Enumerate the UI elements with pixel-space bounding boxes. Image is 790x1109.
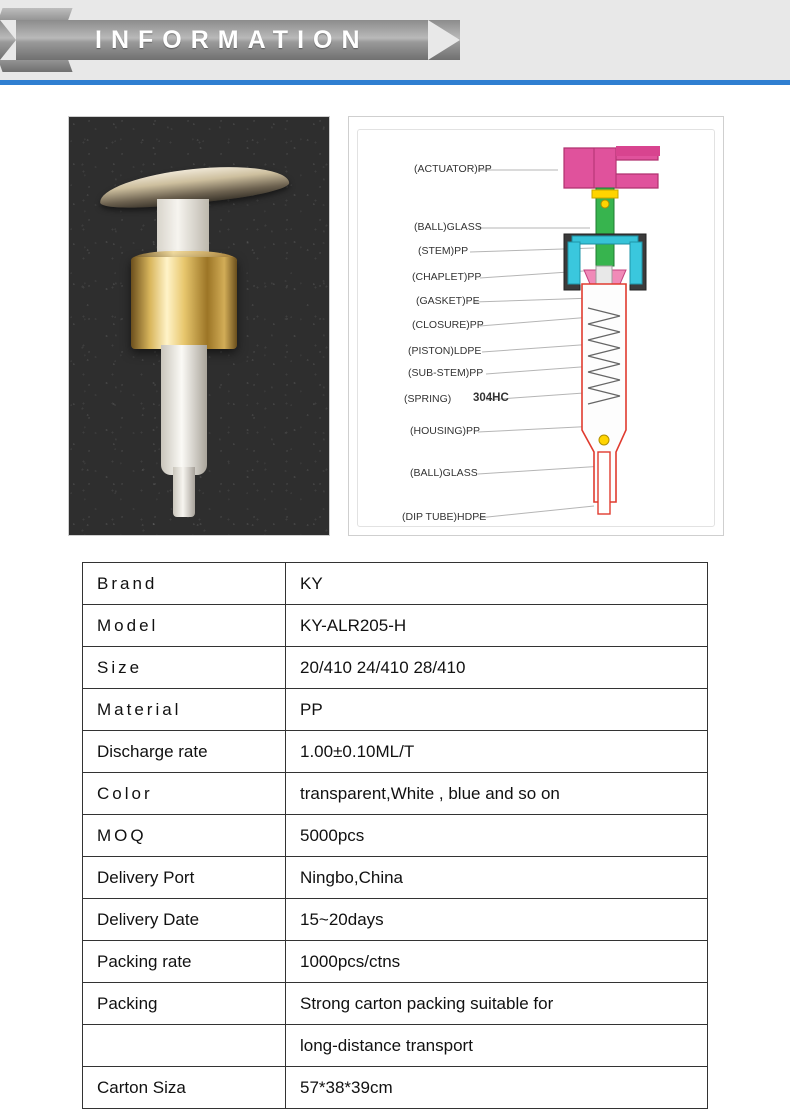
- diagram-label-ball-bottom: (BALL)GLASS: [410, 467, 478, 479]
- spec-value-discharge-rate: 1.00±0.10ML/T: [286, 731, 708, 773]
- spec-value-color: transparent,White , blue and so on: [286, 773, 708, 815]
- page-header: [0, 0, 790, 80]
- table-row: [83, 731, 708, 773]
- spec-key-color: Color: [83, 773, 286, 815]
- pump-stem-shape: [161, 345, 207, 475]
- page-title: INFORMATION: [95, 26, 369, 54]
- spec-value-moq: 5000pcs: [286, 815, 708, 857]
- diagram-label-closure: (CLOSURE)PP: [412, 319, 484, 331]
- spec-key-packing-cont: [83, 1025, 286, 1067]
- spec-key-size: Size: [83, 647, 286, 689]
- spec-key-packing: Packing: [83, 983, 286, 1025]
- table-row: [83, 1025, 708, 1067]
- header-divider-secondary: [0, 83, 790, 85]
- ribbon-left-notch: [0, 20, 16, 60]
- table-row: [83, 647, 708, 689]
- pump-tip-shape: [173, 467, 195, 517]
- diagram-label-piston: (PISTON)LDPE: [408, 345, 482, 357]
- spec-value-size: 20/410 24/410 28/410: [286, 647, 708, 689]
- diagram-label-actuator: (ACTUATOR)PP: [414, 163, 492, 175]
- pump-collar-shape: [131, 257, 237, 349]
- table-row: [83, 983, 708, 1025]
- table-row: [83, 773, 708, 815]
- spec-key-brand: Brand: [83, 563, 286, 605]
- spec-key-discharge-rate: Discharge rate: [83, 731, 286, 773]
- table-row: [83, 1067, 708, 1109]
- lotion-pump-photo: [68, 116, 330, 536]
- diagram-label-spring: (SPRING): [404, 393, 452, 405]
- spec-key-model: Model: [83, 605, 286, 647]
- ribbon-tail-bottom: [0, 58, 73, 72]
- pump-cross-section-diagram: [348, 116, 724, 536]
- table-row: [83, 857, 708, 899]
- table-row: [83, 815, 708, 857]
- diagram-label-sub-stem: (SUB-STEM)PP: [408, 367, 484, 379]
- diagram-label-gasket: (GASKET)PE: [416, 295, 480, 307]
- spec-key-delivery-port: Delivery Port: [83, 857, 286, 899]
- spec-value-packing-cont: long-distance transport: [286, 1025, 708, 1067]
- spec-key-delivery-date: Delivery Date: [83, 899, 286, 941]
- diagram-label-spring-grade: 304HC: [473, 392, 509, 404]
- media-row: [0, 98, 790, 528]
- diagram-label-ball-top: (BALL)GLASS: [414, 221, 482, 233]
- spec-key-carton-size: Carton Siza: [83, 1067, 286, 1109]
- diagram-label-housing: (HOUSING)PP: [410, 425, 481, 437]
- table-row: [83, 899, 708, 941]
- specification-table: [82, 562, 708, 1109]
- spec-value-delivery-date: 15~20days: [286, 899, 708, 941]
- spec-value-model: KY-ALR205-H: [286, 605, 708, 647]
- spec-key-packing-rate: Packing rate: [83, 941, 286, 983]
- table-row: [83, 689, 708, 731]
- spec-key-moq: MOQ: [83, 815, 286, 857]
- spec-value-packing: Strong carton packing suitable for: [286, 983, 708, 1025]
- diagram-canvas: [357, 129, 715, 527]
- diagram-label-dip-tube: (DIP TUBE)HDPE: [402, 511, 487, 523]
- spec-value-delivery-port: Ningbo,China: [286, 857, 708, 899]
- spec-value-brand: KY: [286, 563, 708, 605]
- table-row: [83, 605, 708, 647]
- spec-value-material: PP: [286, 689, 708, 731]
- diagram-label-stem: (STEM)PP: [418, 245, 469, 257]
- spec-value-carton-size: 57*38*39cm: [286, 1067, 708, 1109]
- table-row: [83, 941, 708, 983]
- spec-value-packing-rate: 1000pcs/ctns: [286, 941, 708, 983]
- ribbon-right-notch: [428, 20, 460, 60]
- table-row: [83, 563, 708, 605]
- spec-key-material: Material: [83, 689, 286, 731]
- diagram-label-chaplet: (CHAPLET)PP: [412, 271, 482, 283]
